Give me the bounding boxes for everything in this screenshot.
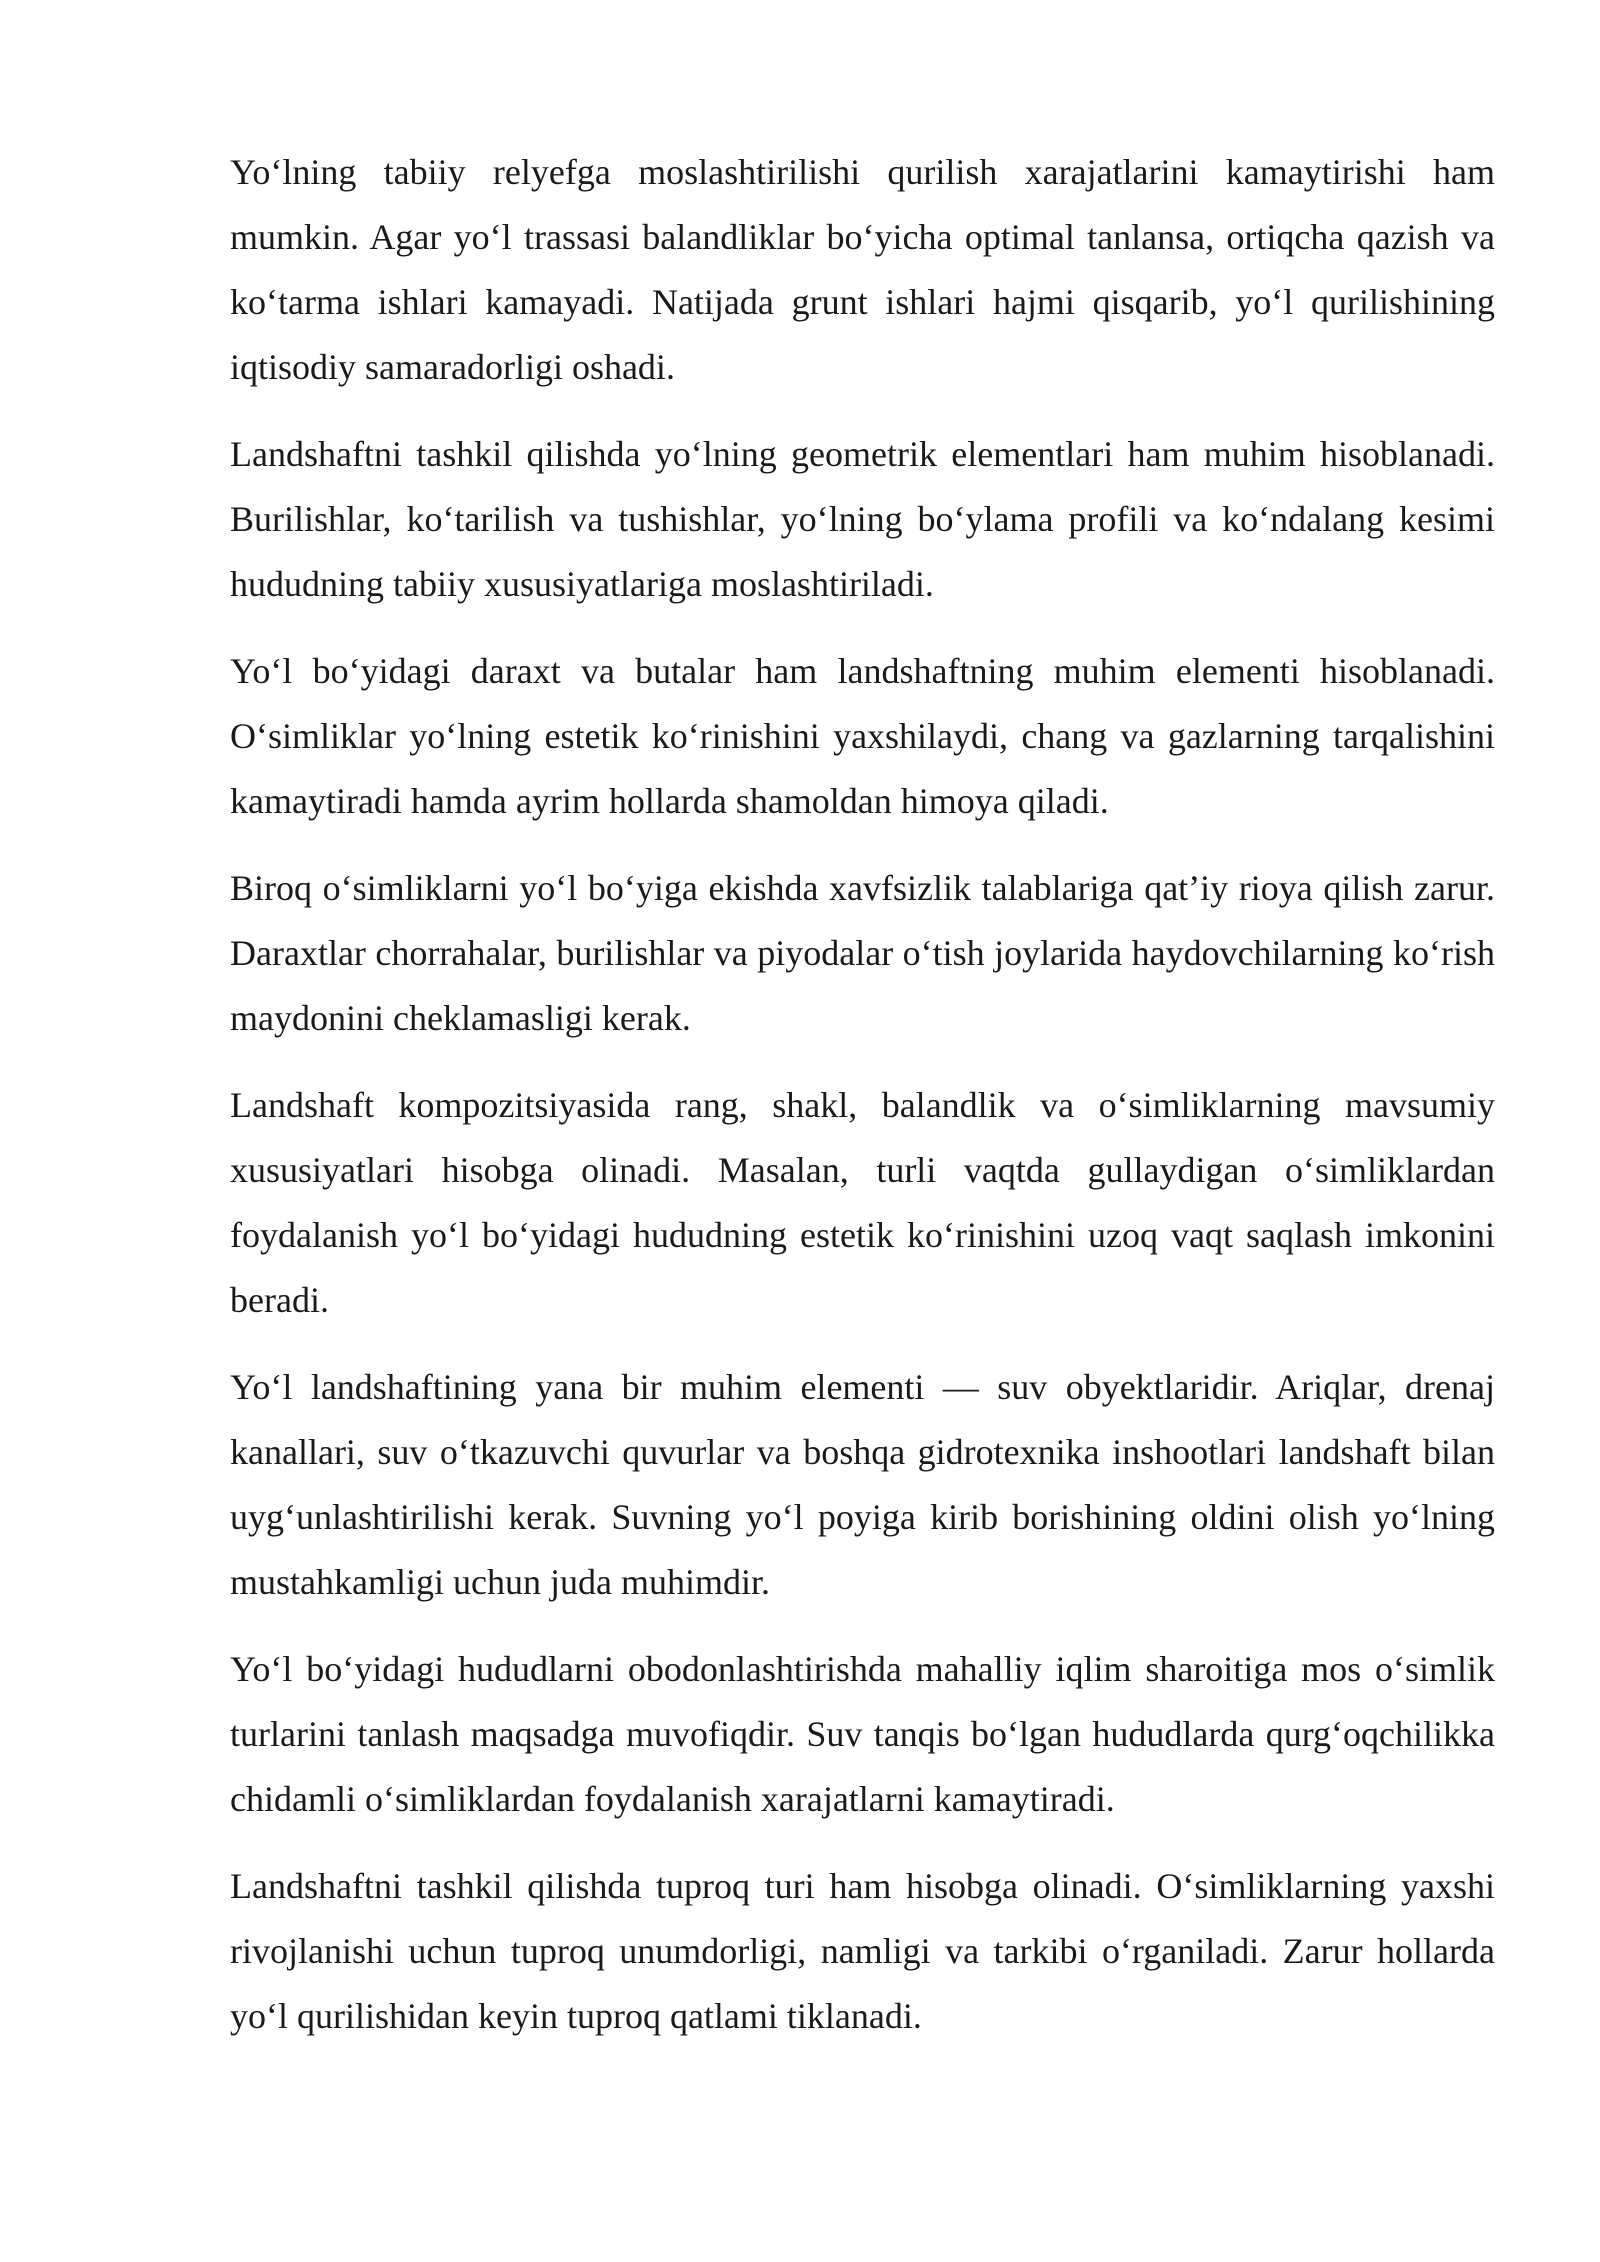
paragraph-4: Biroq o‘simliklarni yo‘l bo‘yiga ekishda xavfsizlik talablariga qat’iy rioya qilish zarur. Daraxtlar chorrahalar, burilishlar va piyodalar o‘tish joylarida haydovchilarning ko‘rish maydonini cheklamasligi kerak. — [230, 868, 1495, 1038]
paragraph-7: Yo‘l bo‘yidagi hududlarni obodonlashtirishda mahalliy iqlim sharoitiga mos o‘simlik turlarini tanlash maqsadga muvofiqdir. Suv tanqis bo‘lgan hududlarda qurg‘oqchilikka chidamli o‘simliklardan foydalanish xarajatlarni kamaytiradi. — [230, 1649, 1495, 1819]
paragraph-1: Yo‘lning tabiiy relyefga moslashtirilishi qurilish xarajatlarini kamaytirishi ham mumkin. Agar yo‘l trassasi balandliklar bo‘yicha optimal tanlansa, ortiqcha qazish va ko‘tarma ishlari kamayadi. Natijada grunt ishlari hajmi qisqarib, yo‘l qurilishining iqtisodiy samaradorligi oshadi. — [230, 152, 1495, 387]
paragraph-3: Yo‘l bo‘yidagi daraxt va butalar ham landshaftning muhim elementi hisoblanadi. O‘simliklar yo‘lning estetik ko‘rinishini yaxshilaydi, chang va gazlarning tarqalishini kamaytiradi hamda ayrim hollarda shamoldan himoya qiladi. — [230, 651, 1495, 821]
paragraph-8: Landshaftni tashkil qilishda tuproq turi ham hisobga olinadi. O‘simliklarning yaxshi rivojlanishi uchun tuproq unumdorligi, namligi va tarkibi o‘rganiladi. Zarur hollarda yo‘l qurilishidan keyin tuproq qatlami tiklanadi. — [230, 1866, 1495, 2036]
paragraph-6: Yo‘l landshaftining yana bir muhim elementi — suv obyektlaridir. Ariqlar, drenaj kanallari, suv o‘tkazuvchi quvurlar va boshqa gidrotexnika inshootlari landshaft bilan uyg‘unlashtirilishi kerak. Suvning yo‘l poyiga kirib borishining oldini olish yo‘lning mustahkamligi uchun juda muhimdir. — [230, 1367, 1495, 1602]
paragraph-5: Landshaft kompozitsiyasida rang, shakl, balandlik va o‘simliklarning mavsumiy xususiyatlari hisobga olinadi. Masalan, turli vaqtda gullaydigan o‘simliklardan foydalanish yo‘l bo‘yidagi hududning estetik ko‘rinishini uzoq vaqt saqlash imkonini beradi. — [230, 1085, 1495, 1320]
document-page — [230, 140, 1495, 2071]
paragraph-2: Landshaftni tashkil qilishda yo‘lning geometrik elementlari ham muhim hisoblanadi. Burilishlar, ko‘tarilish va tushishlar, yo‘lning bo‘ylama profili va ko‘ndalang kesimi hududning tabiiy xususiyatlariga moslashtiriladi. — [230, 434, 1495, 604]
